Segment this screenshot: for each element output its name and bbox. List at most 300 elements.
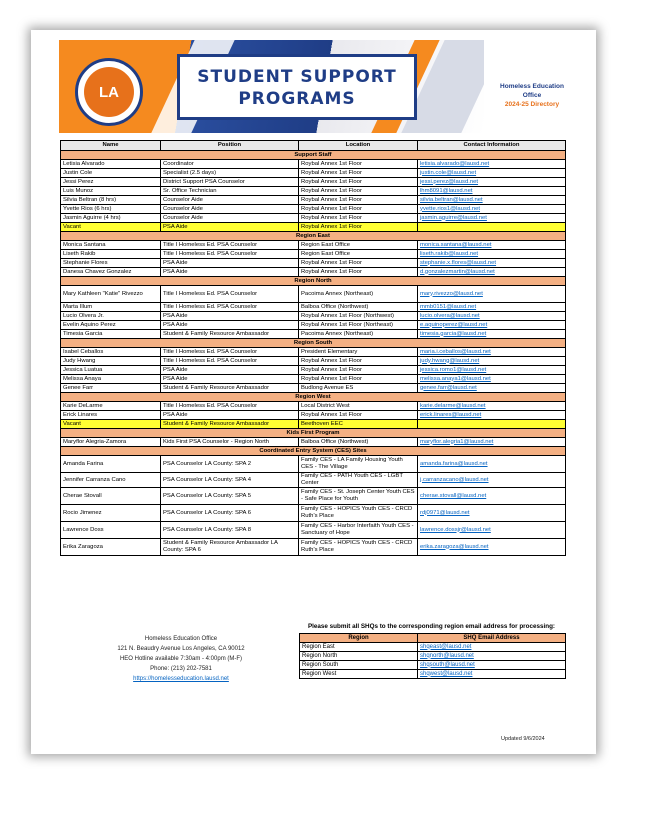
staff-email-cell [418,303,566,312]
staff-email-link[interactable]: jessica.romo1@lausd.net [420,366,487,373]
section-header-row [61,151,566,160]
table-row [61,348,566,357]
section-title: Region North [61,277,566,286]
footer-office: Homeless Education Office [144,636,218,642]
staff-email-cell [418,160,566,169]
staff-email-link[interactable]: cherae.stovall@lausd.net [420,492,487,499]
staff-location-text: Family CES - LA Family Housing Youth CES - The Village [301,457,403,470]
table-row [61,488,566,505]
shq-row [300,670,566,679]
table-row [61,259,566,268]
staff-location [299,169,418,178]
table-row [61,473,566,488]
staff-email-link[interactable]: karie.delarme@lausd.net [420,402,486,409]
staff-location [299,488,418,505]
staff-email-link[interactable]: judy.hwang@lausd.net [420,357,480,364]
staff-name: Jessica Luatua [61,366,161,375]
staff-location-text: Family CES - St. Joseph Center Youth CES - Safe Place for Youth [301,489,415,502]
shq-email-link[interactable]: shqwest@lausd.net [420,670,473,677]
staff-location [299,178,418,187]
footer-website-link[interactable]: https://homelesseducation.lausd.net [133,676,229,682]
table-row [61,375,566,384]
staff-email-link[interactable]: mmb0151@lausd.net [420,303,477,310]
staff-name: Liseth Rakib [61,250,161,259]
staff-location-text: Region East Office [301,250,351,257]
table-row [61,250,566,259]
staff-name: Jessi Perez [61,178,161,187]
staff-position [161,303,299,312]
staff-location [299,505,418,522]
title-line-1: STUDENT SUPPORT [197,67,397,87]
staff-location-text: Roybal Annex 1st Floor [301,411,362,418]
staff-position [161,438,299,447]
staff-location-text: Roybal Annex 1st Floor [301,205,362,212]
staff-position [161,402,299,411]
staff-email-cell [418,375,566,384]
staff-location-text: Roybal Annex 1st Floor [301,160,362,167]
staff-location-text: Balboa Office (Northwest) [301,438,369,445]
office-contact-block [89,634,273,684]
logo-text: LA [84,67,134,117]
section-title: Region South [61,339,566,348]
staff-email-link[interactable]: erika.zaragoza@lausd.net [420,543,489,550]
column-header-contact: Contact Information [418,141,566,151]
staff-name: Genee Farr [61,384,161,393]
shq-email-link[interactable]: shqnorth@lausd.net [420,652,474,659]
section-header-row [61,429,566,438]
staff-location [299,473,418,488]
shq-table [299,633,566,679]
staff-location [299,321,418,330]
section-header-row [61,232,566,241]
staff-position-text: Student & Family Resource Ambassador [163,420,270,427]
staff-table [60,140,566,556]
staff-position-text: PSA Aide [163,375,188,382]
section-header-row [61,339,566,348]
staff-email-cell [418,384,566,393]
staff-position [161,420,299,429]
staff-name: Erika Zaragoza [61,539,161,556]
shq-note: Please submit all SHQs to the corresponding region email address for processing: [307,623,556,630]
shq-email-cell [418,670,566,679]
staff-email-cell [418,312,566,321]
section-title: Kids First Program [61,429,566,438]
staff-name: Letisia Alvarado [61,160,161,169]
shq-email-cell [418,643,566,652]
staff-email-link[interactable]: d.gonzalezmartin@lausd.net [420,268,495,275]
staff-location [299,375,418,384]
table-row [61,357,566,366]
staff-name: Mary Kathleen "Katie" Rivezzo [61,286,161,303]
staff-location [299,420,418,429]
staff-location [299,402,418,411]
staff-email-link[interactable]: jasmin.aguirre@lausd.net [420,214,487,221]
table-row [61,321,566,330]
staff-table-body [61,151,566,556]
shq-region: Region East [300,643,418,652]
staff-position [161,522,299,539]
staff-name: Lucio Olvera Jr. [61,312,161,321]
staff-position-text: Student & Family Resource Ambassador [163,330,270,337]
staff-position-text: Specialist (2.5 days) [163,169,217,176]
section-title: Region West [61,393,566,402]
staff-location-text: Roybal Annex 1st Floor [301,187,362,194]
section-header-row [61,393,566,402]
staff-location [299,303,418,312]
table-row [61,169,566,178]
staff-location [299,187,418,196]
page-title [177,54,417,120]
staff-name: Timesia Garcia [61,330,161,339]
staff-location-text: Family CES - Harbor Interfaith Youth CES - Sanctuary of Hope [301,523,414,536]
staff-email-cell [418,420,566,429]
section-header-row [61,277,566,286]
staff-email-link[interactable]: e.aquinoperez@lausd.net [420,321,488,328]
staff-name: Maryflor Alegria-Zamora [61,438,161,447]
staff-location-text: Family CES - PATH Youth CES - LGBT Center [301,473,403,486]
staff-name: Melissa Anaya [61,375,161,384]
staff-name: Yvette Rios (6 hrs) [61,205,161,214]
staff-location [299,456,418,473]
table-row [61,286,566,303]
staff-location [299,330,418,339]
staff-location [299,160,418,169]
updated-date: Updated 9/6/2024 [501,736,545,742]
staff-email-link[interactable]: melissa.anaya1@lausd.net [420,375,491,382]
staff-email-link[interactable]: silvia.beltran@lausd.net [420,196,483,203]
staff-email-link[interactable]: yvette.rios1@lausd.net [420,205,481,212]
section-title: Support Staff [61,151,566,160]
staff-email-link[interactable]: monica.santana@lausd.net [420,241,492,248]
table-row [61,214,566,223]
staff-email-link[interactable]: liseth.rakib@lausd.net [420,250,479,257]
staff-location [299,438,418,447]
staff-email-cell [418,178,566,187]
shq-region: Region South [300,661,418,670]
staff-position-text: Title I Homeless Ed. PSA Counselor [163,290,258,297]
staff-position-text: PSA Aide [163,312,188,319]
staff-position [161,375,299,384]
staff-name: Jasmin Aguirre (4 hrs) [61,214,161,223]
staff-name: Justin Cole [61,169,161,178]
staff-position-text: Kids First PSA Counselor - Region North [163,438,270,445]
staff-position [161,286,299,303]
footer-phone: Phone: (213) 202-7581 [150,666,212,672]
staff-location-text: Roybal Annex 1st Floor [301,169,362,176]
table-row [61,312,566,321]
table-row [61,438,566,447]
staff-position-text: Title I Homeless Ed. PSA Counselor [163,303,258,310]
staff-position-text: PSA Counselor LA County: SPA 8 [163,526,251,533]
staff-location-text: Pacoima Annex (Northeast) [301,290,374,297]
staff-position [161,366,299,375]
staff-location-text: Family CES - HOPICS Youth CES - CRCD Ruth's Place [301,506,413,519]
staff-position-text: Coordinator [163,160,194,167]
staff-name: Luis Munoz [61,187,161,196]
staff-name: Karie DeLarme [61,402,161,411]
staff-position [161,473,299,488]
staff-email-link[interactable]: mary.rivezzo@lausd.net [420,290,483,297]
staff-name: Evelin Aquino Perez [61,321,161,330]
staff-position [161,384,299,393]
staff-location-text: Roybal Annex 1st Floor [301,366,362,373]
staff-name: Marta Illum [61,303,161,312]
staff-location [299,250,418,259]
staff-email-link[interactable]: amanda.farina@lausd.net [420,460,488,467]
staff-location [299,357,418,366]
staff-name: Stephanie Flores [61,259,161,268]
staff-email-cell [418,456,566,473]
staff-email-cell [418,214,566,223]
staff-email-link[interactable]: letisia.alvarado@lausd.net [420,160,490,167]
table-row [61,303,566,312]
table-row [61,330,566,339]
staff-position [161,196,299,205]
staff-position [161,268,299,277]
staff-location-text: Roybal Annex 1st Floor [301,214,362,221]
footer-hotline: HEO Hotline available 7:30am - 4:00pm (M-F) [119,656,243,662]
column-header-location: Location [299,141,418,151]
shq-email-link[interactable]: shqsouth@lausd.net [420,661,475,668]
staff-email-cell [418,259,566,268]
staff-name: Amanda Farina [61,456,161,473]
section-header-row [61,447,566,456]
staff-email-cell [418,169,566,178]
staff-position-text: Title I Homeless Ed. PSA Counselor [163,348,258,355]
table-row [61,241,566,250]
staff-position-text: PSA Counselor LA County: SPA 6 [163,509,251,516]
staff-email-link[interactable]: stephanie.x.flores@lausd.net [420,259,497,266]
staff-location [299,223,418,232]
staff-position [161,505,299,522]
column-header-name: Name [61,141,161,151]
table-row [61,268,566,277]
staff-name: Danesa Chavez Gonzalez [61,268,161,277]
table-row [61,539,566,556]
table-row [61,178,566,187]
staff-email-cell [418,411,566,420]
staff-email-cell [418,505,566,522]
table-row [61,160,566,169]
staff-location [299,384,418,393]
staff-position [161,178,299,187]
staff-location [299,214,418,223]
section-title: Coordinated Entry System (CES) Sites [61,447,566,456]
staff-position-text: Title I Homeless Ed. PSA Counselor [163,241,258,248]
office-line-1: Homeless Education [500,83,564,90]
staff-email-cell [418,286,566,303]
staff-position-text: PSA Aide [163,366,188,373]
staff-position [161,348,299,357]
staff-email-link[interactable]: rdj0971@lausd.net [420,509,470,516]
staff-position [161,330,299,339]
staff-position-text: Title I Homeless Ed. PSA Counselor [163,250,258,257]
staff-name: Rocio Jimenez [61,505,161,522]
title-line-2: PROGRAMS [238,89,356,109]
staff-position [161,187,299,196]
column-header-position: Position [161,141,299,151]
shq-email-link[interactable]: shqeast@lausd.net [420,643,472,650]
shq-header-region: Region [300,634,418,643]
staff-location [299,522,418,539]
staff-location-text: Roybal Annex 1st Floor [301,196,362,203]
staff-position [161,160,299,169]
staff-email-cell [418,223,566,232]
section-title: Region East [61,232,566,241]
staff-position [161,223,299,232]
staff-location-text: Beethoven EEC [301,420,343,427]
staff-location-text: Region East Office [301,241,351,248]
staff-email-cell [418,488,566,505]
staff-location [299,312,418,321]
shq-region: Region North [300,652,418,661]
staff-position [161,205,299,214]
staff-email-cell [418,366,566,375]
staff-email-cell [418,348,566,357]
staff-position-text: District Support PSA Counselor [163,178,245,185]
staff-location-text: Family CES - HOPICS Youth CES - CRCD Ruth's Place [301,540,413,553]
staff-email-link[interactable]: timesia.garcia@lausd.net [420,330,487,337]
lausd-logo [75,58,143,126]
staff-location [299,366,418,375]
shq-header-email: SHQ Email Address [418,634,566,643]
staff-position [161,259,299,268]
staff-location-text: Budlong Avenue ES [301,384,354,391]
staff-email-cell [418,205,566,214]
directory-page [31,30,596,754]
staff-position [161,456,299,473]
staff-location [299,348,418,357]
shq-row [300,652,566,661]
staff-position-text: PSA Counselor LA County: SPA 4 [163,476,251,483]
staff-location-text: Local District West [301,402,350,409]
staff-email-cell [418,250,566,259]
staff-email-link[interactable]: justin.cole@lausd.net [420,169,477,176]
staff-location-text: Roybal Annex 1st Floor [301,357,362,364]
staff-location [299,196,418,205]
staff-location-text: Roybal Annex 1st Floor (Northwest) [301,312,394,319]
staff-position [161,321,299,330]
staff-position [161,250,299,259]
staff-name: Jennifer Carranza Cano [61,473,161,488]
staff-email-link[interactable]: lhm8091@lausd.net [420,187,473,194]
staff-email-cell [418,187,566,196]
staff-location [299,539,418,556]
staff-position [161,241,299,250]
staff-position-text: Title I Homeless Ed. PSA Counselor [163,357,258,364]
staff-position [161,312,299,321]
table-row [61,505,566,522]
staff-position [161,169,299,178]
staff-position-text: PSA Counselor LA County: SPA 2 [163,460,251,467]
staff-name: Lawrence Doss [61,522,161,539]
table-row [61,522,566,539]
staff-name: Monica Santana [61,241,161,250]
staff-location-text: Roybal Annex 1st Floor (Northeast) [301,321,394,328]
staff-name: Vacant [61,420,161,429]
staff-email-link[interactable]: maria.i.ceballos@lausd.net [420,348,491,355]
staff-location-text: Pacoima Annex (Northeast) [301,330,374,337]
shq-table-body [300,643,566,679]
staff-name: Cherae Stovall [61,488,161,505]
shq-row [300,661,566,670]
staff-position-text: Counselor Aide [163,205,203,212]
shq-email-cell [418,661,566,670]
staff-location-text: Roybal Annex 1st Floor [301,223,362,230]
table-row [61,420,566,429]
staff-position-text: Student & Family Resource Ambassador [163,384,270,391]
table-row [61,402,566,411]
staff-email-link[interactable]: lucio.olvera@lausd.net [420,312,480,319]
staff-email-cell [418,268,566,277]
staff-location-text: Balboa Office (Northwest) [301,303,369,310]
staff-email-cell [418,241,566,250]
staff-position-text: Counselor Aide [163,196,203,203]
staff-location-text: President Elementary [301,348,358,355]
staff-email-link[interactable]: maryflor.alegria1@lausd.net [420,438,494,445]
staff-email-cell [418,357,566,366]
staff-position [161,411,299,420]
shq-row [300,643,566,652]
staff-email-link[interactable]: j.carranzacano@lausd.net [420,476,489,483]
table-row [61,456,566,473]
staff-email-link[interactable]: genee.farr@lausd.net [420,384,477,391]
staff-email-cell [418,438,566,447]
staff-position-text: Sr. Office Technician [163,187,217,194]
staff-email-link[interactable]: erick.linares@lausd.net [420,411,482,418]
table-row [61,223,566,232]
staff-position [161,488,299,505]
staff-name: Erick Linares [61,411,161,420]
staff-email-link[interactable]: jessi.perez@lausd.net [420,178,479,185]
shq-region: Region West [300,670,418,679]
staff-location-text: Roybal Annex 1st Floor [301,259,362,266]
staff-email-cell [418,330,566,339]
staff-location-text: Roybal Annex 1st Floor [301,375,362,382]
staff-position-text: Student & Family Resource Ambassador LA County: SPA 6 [163,540,278,553]
table-row [61,411,566,420]
staff-position [161,214,299,223]
staff-location [299,241,418,250]
shq-email-cell [418,652,566,661]
staff-position-text: Counselor Aide [163,214,203,221]
staff-email-cell [418,522,566,539]
table-row [61,196,566,205]
staff-location [299,259,418,268]
staff-name: Isabel Ceballos [61,348,161,357]
staff-email-cell [418,402,566,411]
table-row [61,187,566,196]
office-line-2: Office [522,92,542,99]
staff-location-text: Roybal Annex 1st Floor [301,178,362,185]
staff-email-cell [418,321,566,330]
table-row [61,205,566,214]
staff-position-text: PSA Aide [163,259,188,266]
table-row [61,366,566,375]
table-row [61,384,566,393]
staff-email-cell [418,196,566,205]
staff-name: Silvia Beltran (8 hrs) [61,196,161,205]
staff-position-text: PSA Aide [163,223,188,230]
staff-email-link[interactable]: lawrence.dossjr@lausd.net [420,526,491,533]
staff-position [161,539,299,556]
staff-location-text: Roybal Annex 1st Floor [301,268,362,275]
office-heading [486,82,578,109]
staff-name: Judy Hwang [61,357,161,366]
staff-location [299,268,418,277]
staff-location [299,286,418,303]
staff-location [299,411,418,420]
